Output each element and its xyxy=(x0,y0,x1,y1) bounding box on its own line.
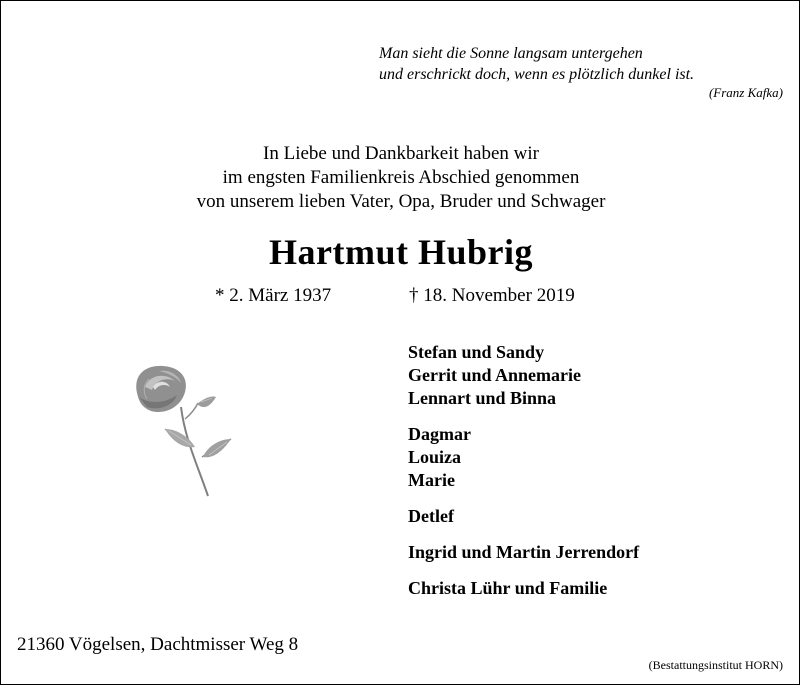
rose-icon xyxy=(119,359,244,499)
intro-text xyxy=(1,142,800,214)
family-address: 21360 Vögelsen, Dachtmisser Weg 8 xyxy=(17,634,299,655)
mourner-name: Ingrid und Martin Jerrendorf xyxy=(408,542,640,562)
intro-line: von unserem lieben Vater, Opa, Bruder und Schwager xyxy=(196,191,606,212)
quote xyxy=(379,43,694,85)
mourner-group xyxy=(408,505,639,528)
funeral-home-credit: (Bestattungsinstitut HORN) xyxy=(648,658,783,672)
death-date: † 18. November 2019 xyxy=(409,285,575,306)
intro-line: im engsten Familienkreis Abschied genommen xyxy=(222,167,580,188)
mourner-name: Dagmar xyxy=(408,424,471,444)
mourner-name: Louiza xyxy=(408,447,462,467)
mourner-name: Christa Lühr und Familie xyxy=(408,578,608,598)
intro-line: In Liebe und Dankbarkeit haben wir xyxy=(263,143,539,164)
birth-date: * 2. März 1937 xyxy=(215,285,332,306)
quote-line: Man sieht die Sonne langsam untergehen xyxy=(379,45,643,62)
mourner-group xyxy=(408,577,639,600)
mourners-list xyxy=(408,341,639,613)
mourner-name: Lennart und Binna xyxy=(408,388,557,408)
mourner-group xyxy=(408,541,639,564)
mourner-name: Detlef xyxy=(408,506,454,526)
quote-author: (Franz Kafka) xyxy=(708,85,783,100)
mourner-group xyxy=(408,341,639,410)
quote-line: und erschrickt doch, wenn es plötzlich dunkel ist. xyxy=(379,66,695,83)
mourner-group xyxy=(408,423,639,492)
mourner-name: Marie xyxy=(408,470,455,490)
mourner-name: Stefan und Sandy xyxy=(408,342,545,362)
mourner-name: Gerrit und Annemarie xyxy=(408,365,581,385)
deceased-name: Hartmut Hubrig xyxy=(269,232,533,272)
